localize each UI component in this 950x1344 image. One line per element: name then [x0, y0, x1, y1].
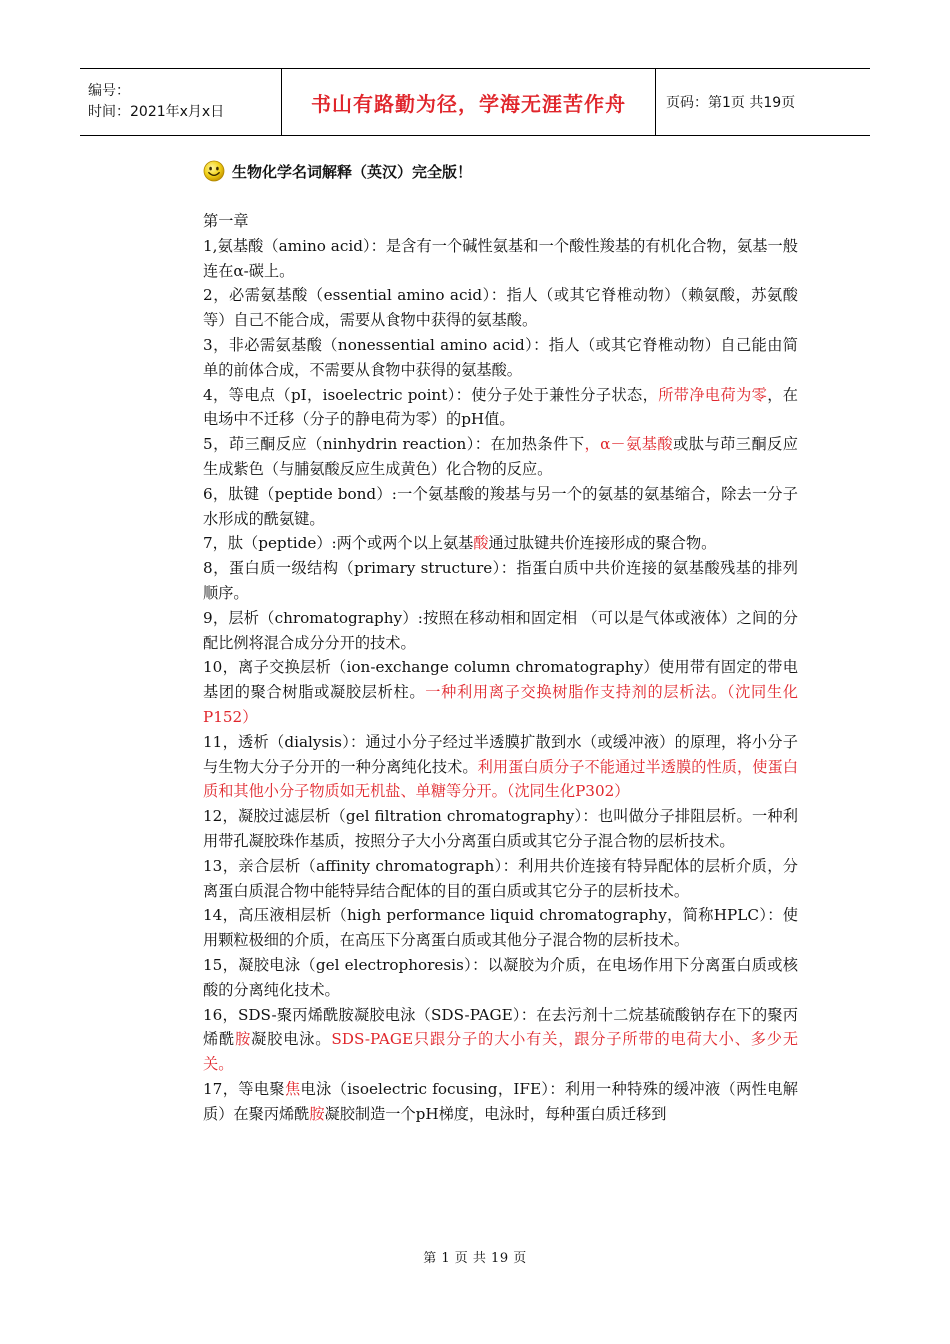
highlight-text: 酸	[473, 534, 489, 553]
document-title: 生物化学名词解释（英汉）完全版！	[232, 162, 473, 181]
number-label: 编号：	[88, 83, 130, 99]
entry-text: 14，高压液相层析（high performance liquid chromatography，简称HPLC）：使用颗粒极细的介质，在高压下分离蛋白质或其他分子混合物的层析技术。	[203, 906, 798, 950]
highlight-text: 胺	[235, 1030, 252, 1049]
entry-text: 或肽与茚三酮反应生成紫色（与脯氨酸反应生成黄色）化合物的反应。	[203, 435, 798, 478]
term-list	[203, 234, 798, 1127]
term-entry	[203, 234, 798, 284]
entry-text: 凝胶制造一个pH梯度，电泳时，每种蛋白质迁移到	[324, 1104, 667, 1123]
term-entry	[203, 383, 798, 433]
entry-text: 11，透析（dialysis）：通过小分子经过半透膜扩散到水（或缓冲液）的原理，将小分子与生物大分子分开的一种分离纯化技术。	[203, 732, 798, 776]
page-header	[80, 68, 870, 136]
term-entry	[203, 531, 798, 556]
entry-text: 9，层析（chromatography）:按照在移动相和固定相 （可以是气体或液体）之间的分配比例将混合成分分开的技术。	[203, 608, 798, 652]
smiley-face-icon	[203, 160, 225, 182]
term-entry	[203, 730, 798, 804]
entry-text: 1,氨基酸（amino acid）：是含有一个碱性氨基和一个酸性羧基的有机化合物，氨基一般连在α-碳上。	[203, 236, 798, 280]
entry-text: 4，等电点（pI，isoelectric point）：使分子处于兼性分子状态，	[203, 385, 659, 404]
entry-text: 电泳（isoelectric focusing，IFE）：利用一种特殊的缓冲液（两性电解质）在聚丙烯酰	[203, 1079, 798, 1123]
highlight-text: 利用蛋白质分子不能通过半透膜的性质，使蛋白质和其他小分子物质如无机盐、单糖等分开。（沈同生化P302）	[203, 757, 799, 801]
entry-text: 15，凝胶电泳（gel electrophoresis）：以凝胶为介质，在电场作用下分离蛋白质或核酸的分离纯化技术。	[203, 955, 798, 999]
header-page-cell	[656, 69, 870, 135]
entry-text: 13，亲合层析（affinity chromatograph）：利用共价连接有特异配体的层析介质，分离蛋白质混合物中能特异结合配体的目的蛋白质或其它分子的层析技术。	[203, 856, 798, 900]
page-footer: 第 1 页 共 19 页	[423, 1251, 527, 1266]
term-entry	[203, 1003, 798, 1077]
header-meta	[80, 69, 282, 135]
highlight-text: 焦	[284, 1079, 301, 1098]
term-entry	[203, 333, 798, 383]
entry-text: 16，SDS-聚丙烯酰胺凝胶电泳（SDS-PAGE）：在去污剂十二烷基硫酸钠存在下的聚丙烯酰	[203, 1005, 798, 1049]
term-entry	[203, 953, 798, 1003]
entry-text: 通过肽键共价连接形成的聚合物。	[488, 534, 717, 553]
time-label: 时间：2021年x月x日	[88, 104, 225, 120]
entry-text: ，在电场中不迁移（分子的静电荷为零）的pH值。	[203, 385, 798, 429]
term-entry	[203, 283, 798, 333]
highlight-text: 胺	[309, 1104, 325, 1123]
entry-text: 2，必需氨基酸（essential amino acid）：指人（或其它脊椎动物）（赖氨酸，苏氨酸等）自己不能合成，需要从食物中获得的氨基酸。	[203, 286, 798, 330]
entry-text: 10，离子交换层析（ion-exchange column chromatography）使用带有固定的带电基团的聚合树脂或凝胶层析柱。	[203, 658, 798, 702]
term-entry	[203, 804, 798, 854]
motto: 书山有路勤为径，学海无涯苦作舟	[311, 91, 626, 116]
entry-text: 17，等电聚	[203, 1079, 285, 1098]
entry-text: 8，蛋白质一级结构（primary structure）：指蛋白质中共价连接的氨基酸残基的排列顺序。	[203, 559, 798, 602]
highlight-text: 所带净电荷为零	[658, 385, 768, 404]
chapter-heading: 第一章	[203, 212, 249, 230]
term-entry	[203, 482, 798, 532]
header-motto-cell	[282, 69, 656, 135]
term-entry	[203, 655, 798, 729]
document-body	[203, 209, 798, 1126]
highlight-text: ，α－氨基酸	[584, 435, 674, 454]
highlight-text: SDS-PAGE只跟分子的大小有关，跟分子所带的电荷大小、多少无关。	[203, 1030, 799, 1074]
term-entry	[203, 556, 798, 606]
term-entry	[203, 1077, 798, 1127]
term-entry	[203, 606, 798, 656]
entry-text: 7，肽（peptide）:两个或两个以上氨基	[203, 534, 474, 553]
term-entry	[203, 903, 798, 953]
document-title-row	[203, 160, 472, 182]
entry-text: 5，茚三酮反应（ninhydrin reaction）：在加热条件下	[203, 435, 585, 454]
entry-text: 3，非必需氨基酸（nonessential amino acid）：指人（或其它脊椎动物）自己能由简单的前体合成，不需要从食物中获得的氨基酸。	[203, 335, 798, 379]
page-label: 页码：第1页 共19页	[666, 95, 796, 111]
highlight-text: 一种利用离子交换树脂作支持剂的层析法。（沈同生化P152）	[203, 683, 798, 726]
entry-text: 12，凝胶过滤层析（gel filtration chromatography）：也叫做分子排阻层析。一种利用带孔凝胶珠作基质，按照分子大小分离蛋白质或其它分子混合物的层析技术。	[203, 807, 798, 850]
entry-text: 凝胶电泳。	[251, 1030, 332, 1049]
term-entry	[203, 432, 798, 482]
term-entry	[203, 854, 798, 904]
entry-text: 6，肽键（peptide bond）:一个氨基酸的羧基与另一个的氨基的氨基缩合，除去一分子水形成的酰氨键。	[203, 484, 798, 528]
